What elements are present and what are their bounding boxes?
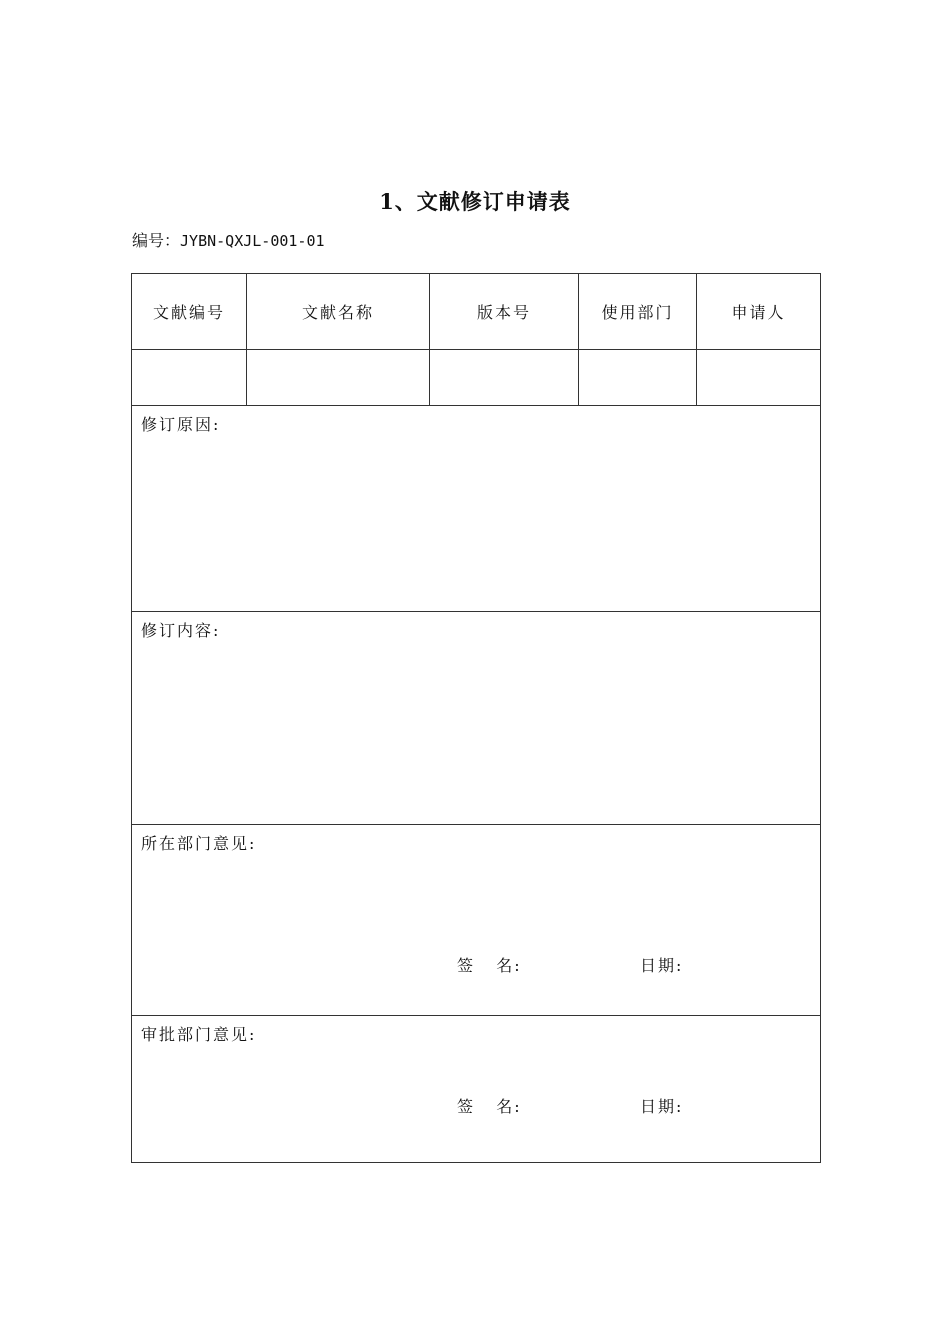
cell-doc-name[interactable] bbox=[247, 350, 430, 406]
approval-sign-label: 签 名: bbox=[457, 1097, 522, 1116]
header-row bbox=[132, 274, 821, 350]
cell-applicant[interactable] bbox=[697, 350, 821, 406]
table-row bbox=[132, 350, 821, 406]
doc-number-label: 编号： bbox=[132, 231, 181, 250]
dept-sign-label: 签 名: bbox=[457, 956, 522, 975]
revision-reason-field[interactable] bbox=[132, 406, 821, 612]
header-applicant: 申请人 bbox=[697, 274, 821, 350]
cell-department[interactable] bbox=[579, 350, 697, 406]
cell-doc-number[interactable] bbox=[132, 350, 247, 406]
cell-version[interactable] bbox=[430, 350, 579, 406]
revision-content-label: 修订内容: bbox=[141, 621, 221, 640]
revision-request-form bbox=[131, 273, 821, 1163]
page-title: 1、文献修订申请表 bbox=[379, 189, 571, 214]
approval-opinion-field[interactable] bbox=[132, 1016, 821, 1163]
dept-opinion-label: 所在部门意见: bbox=[141, 834, 257, 853]
revision-reason-row bbox=[132, 406, 821, 612]
header-doc-number: 文献编号 bbox=[132, 274, 247, 350]
approval-opinion-label: 审批部门意见: bbox=[141, 1025, 257, 1044]
doc-number-value: JYBN-QXJL-001-01 bbox=[180, 232, 325, 250]
dept-opinion-field[interactable] bbox=[132, 825, 821, 1016]
approval-date-label: 日期: bbox=[640, 1097, 684, 1116]
header-doc-name: 文献名称 bbox=[247, 274, 430, 350]
header-version: 版本号 bbox=[430, 274, 579, 350]
header-department: 使用部门 bbox=[579, 274, 697, 350]
revision-content-field[interactable] bbox=[132, 612, 821, 825]
dept-date-label: 日期: bbox=[640, 956, 684, 975]
dept-sign-row bbox=[132, 953, 820, 977]
revision-reason-label: 修订原因: bbox=[141, 415, 221, 434]
doc-number bbox=[132, 228, 325, 251]
approval-opinion-row bbox=[132, 1016, 821, 1163]
approval-sign-row bbox=[132, 1094, 820, 1118]
revision-content-row bbox=[132, 612, 821, 825]
dept-opinion-row bbox=[132, 825, 821, 1016]
